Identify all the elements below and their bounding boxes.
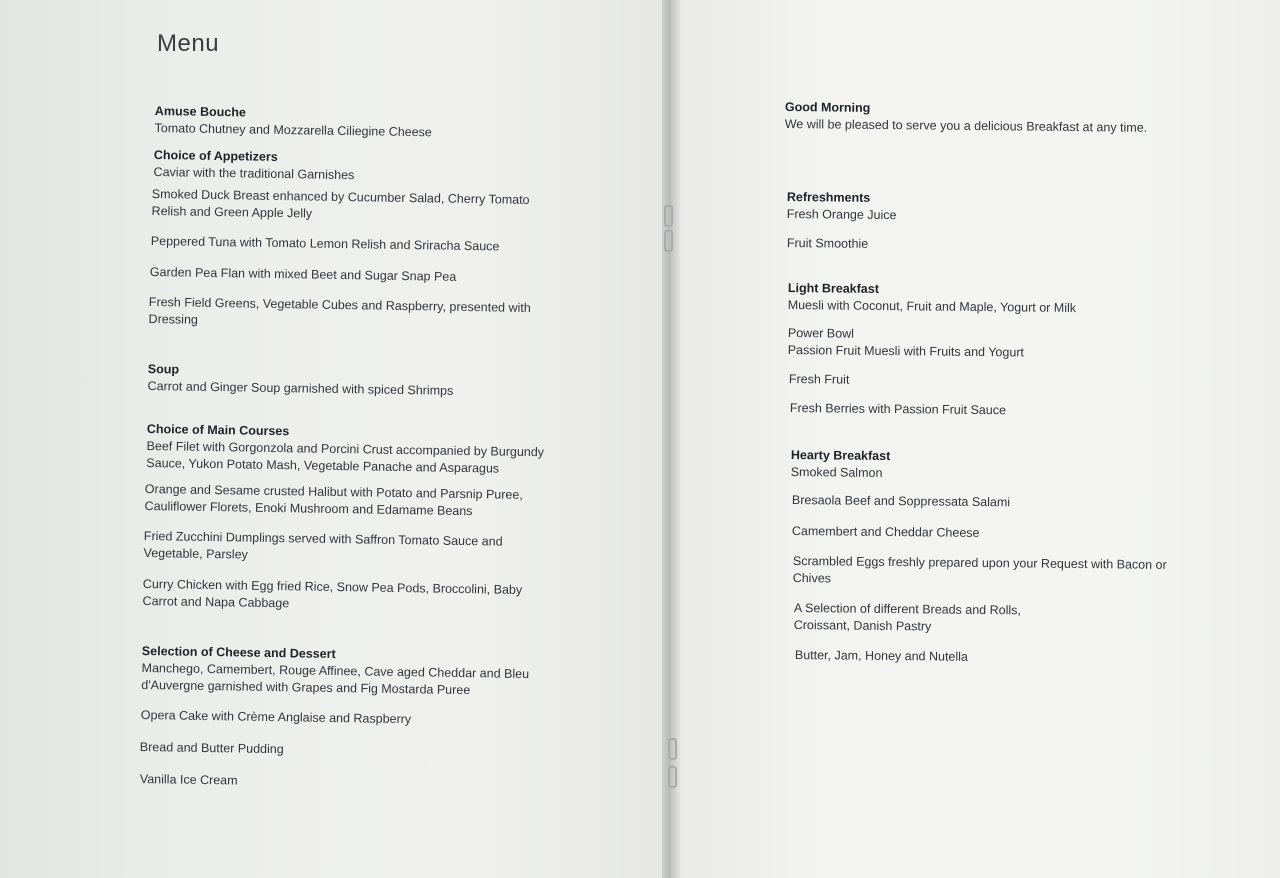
menu-item: Orange and Sesame crusted Halibut with Potato and Parsnip Puree, Cauliflower Florets, Enoki Mushroom and Edamame Beans xyxy=(144,481,523,519)
menu-item: Passion Fruit Muesli with Fruits and Yogurt xyxy=(787,342,1025,360)
menu-title: Menu xyxy=(157,30,220,57)
section-heading: Selection of Cheese and Dessert xyxy=(141,643,336,662)
menu-item: Fresh Orange Juice xyxy=(786,206,897,223)
menu-item-block xyxy=(794,600,1234,639)
section-heading: Choice of Appetizers xyxy=(153,147,278,164)
staple-bottom xyxy=(668,738,677,760)
menu-item: Manchego, Camembert, Rouge Affinee, Cave aged Cheddar and Bleu d'Auvergne garnished with Grapes and Fig Mostarda Puree xyxy=(141,660,530,698)
menu-item: Fried Zucchini Dumplings served with Saffron Tomato Sauce and Vegetable, Parsley xyxy=(143,528,503,562)
menu-item: Croissant, Danish Pastry xyxy=(793,617,932,634)
staple-top xyxy=(664,205,673,227)
menu-item: Bresaola Beef and Soppressata Salami xyxy=(791,492,1011,510)
staple-bottom-lower xyxy=(668,766,677,788)
menu-item-block xyxy=(142,576,542,616)
menu-item: Power Bowl xyxy=(787,325,854,341)
menu-item: Garden Pea Flan with mixed Beet and Sugar Snap Pea xyxy=(149,264,457,284)
menu-item: Tomato Chutney and Mozzarella Ciliegine Cheese xyxy=(154,120,432,140)
menu-item: A Selection of different Breads and Rolls, xyxy=(793,600,1021,618)
menu-item: Bread and Butter Pudding xyxy=(139,739,284,757)
menu-item-block xyxy=(788,325,1228,364)
section-heading: Refreshments xyxy=(786,189,871,205)
section-cheese-dessert xyxy=(141,643,552,700)
menu-item-block xyxy=(143,528,533,568)
section-heading: Amuse Bouche xyxy=(154,103,246,120)
section-soup xyxy=(147,361,587,402)
menu-item: Muesli with Coconut, Fruit and Maple, Yogurt or Milk xyxy=(787,297,1077,316)
section-amuse-bouche xyxy=(154,103,594,144)
menu-item-block xyxy=(151,186,541,226)
section-good-morning xyxy=(785,99,1205,137)
menu-item: Butter, Jam, Honey and Nutella xyxy=(794,647,968,664)
menu-item: Scrambled Eggs freshly prepared upon your Request with Bacon or Chives xyxy=(792,553,1167,586)
section-heading: Light Breakfast xyxy=(787,280,879,296)
menu-item-block xyxy=(148,294,548,334)
menu-item: Peppered Tuna with Tomato Lemon Relish and Sriracha Sauce xyxy=(150,233,500,254)
menu-item: We will be pleased to serve you a delicious Breakfast at any time. xyxy=(784,116,1148,135)
section-light-breakfast xyxy=(788,280,1228,319)
section-heading: Choice of Main Courses xyxy=(146,421,290,439)
menu-item: Fresh Field Greens, Vegetable Cubes and Raspberry, presented with Dressing xyxy=(148,294,531,327)
menu-item: Smoked Salmon xyxy=(790,464,883,480)
staple-top-lower xyxy=(664,230,673,252)
menu-item: Smoked Duck Breast enhanced by Cucumber Salad, Cherry Tomato Relish and Green Apple Jelly xyxy=(151,186,530,221)
menu-item: Carrot and Ginger Soup garnished with spiced Shrimps xyxy=(147,378,454,398)
menu-item: Camembert and Cheddar Cheese xyxy=(791,523,980,540)
menu-item: Caviar with the traditional Garnishes xyxy=(153,164,355,183)
menu-item: Curry Chicken with Egg fried Rice, Snow Pea Pods, Broccolini, Baby Carrot and Napa Cabbage xyxy=(142,576,523,611)
menu-item: Vanilla Ice Cream xyxy=(139,771,238,788)
menu-item: Opera Cake with Crème Anglaise and Raspberry xyxy=(140,707,412,727)
menu-item: Fruit Smoothie xyxy=(786,235,869,251)
section-refreshments xyxy=(787,189,1227,228)
menu-item: Beef Filet with Gorgonzola and Porcini Crust accompanied by Burgundy Sauce, Yukon Potato Mash, Vegetable Panache and Asparagus xyxy=(146,438,545,476)
menu-item-block xyxy=(144,481,544,521)
section-heading: Soup xyxy=(147,361,180,377)
menu-item-block xyxy=(793,553,1173,591)
menu-item: Fresh Berries with Passion Fruit Sauce xyxy=(789,400,1007,418)
section-heading: Good Morning xyxy=(784,99,871,115)
section-main-courses xyxy=(146,421,567,479)
section-hearty-breakfast xyxy=(791,447,1231,486)
menu-item: Fresh Fruit xyxy=(788,371,850,387)
section-heading: Hearty Breakfast xyxy=(790,447,891,464)
section-appetizers xyxy=(153,147,593,188)
